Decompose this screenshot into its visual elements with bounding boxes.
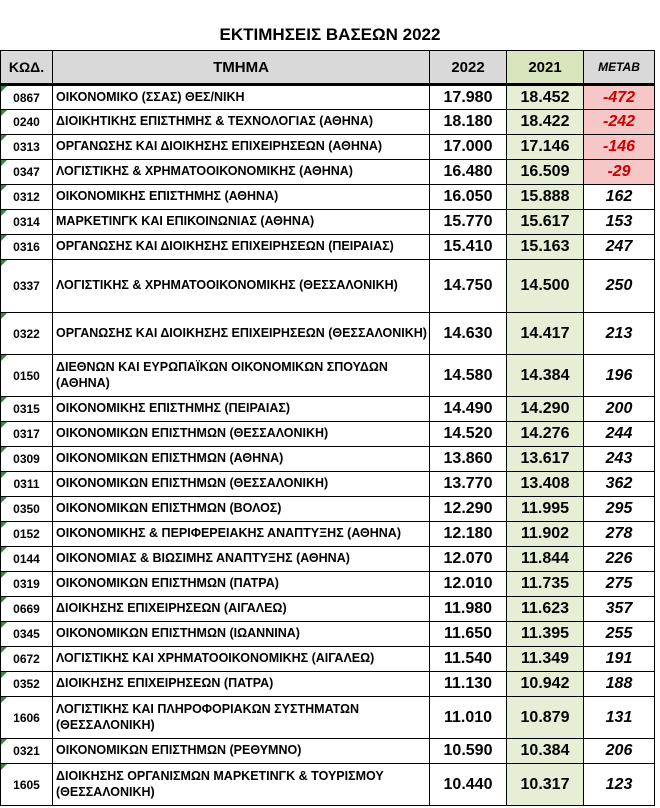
row-code: 0321 xyxy=(1,739,53,764)
row-change: 247 xyxy=(584,235,655,260)
row-department: ΟΙΚΟΝΟΜΙΚΟ (ΣΣΑΣ) ΘΕΣ/ΝΙΚΗ xyxy=(53,85,430,110)
table-row xyxy=(1,472,655,497)
table-row xyxy=(1,547,655,572)
row-change: 162 xyxy=(584,185,655,210)
row-score-2021: 18.422 xyxy=(507,110,584,135)
row-department: ΟΡΓΑΝΩΣΗΣ ΚΑΙ ΔΙΟΙΚΗΣΗΣ ΕΠΙΧΕΙΡΗΣΕΩΝ (ΠΕΙΡΑΙΑΣ) xyxy=(53,235,430,260)
row-change: 131 xyxy=(584,697,655,739)
table-row xyxy=(1,597,655,622)
row-score-2022: 16.480 xyxy=(430,160,507,185)
row-score-2022: 10.590 xyxy=(430,739,507,764)
row-department: ΟΙΚΟΝΟΜΙΚΩΝ ΕΠΙΣΤΗΜΩΝ (ΙΩΑΝΝΙΝΑ) xyxy=(53,622,430,647)
row-score-2021: 14.276 xyxy=(507,422,584,447)
row-change: 278 xyxy=(584,522,655,547)
row-change: 196 xyxy=(584,355,655,397)
row-code: 0152 xyxy=(1,522,53,547)
row-score-2022: 17.980 xyxy=(430,85,507,110)
row-department: ΔΙΟΙΚΗΣΗΣ ΕΠΙΧΕΙΡΗΣΕΩΝ (ΠΑΤΡΑ) xyxy=(53,672,430,697)
row-department: ΟΙΚΟΝΟΜΙΚΗΣ & ΠΕΡΙΦΕΡΕΙΑΚΗΣ ΑΝΑΠΤΥΞΗΣ (ΑΘΗΝΑ) xyxy=(53,522,430,547)
row-department: ΛΟΓΙΣΤΙΚΗΣ ΚΑΙ ΧΡΗΜΑΤΟΟΙΚΟΝΟΜΙΚΗΣ (ΑΙΓΑΛΕΩ) xyxy=(53,647,430,672)
row-score-2021: 11.395 xyxy=(507,622,584,647)
row-score-2022: 12.290 xyxy=(430,497,507,522)
row-department: ΛΟΓΙΣΤΙΚΗΣ ΚΑΙ ΠΛΗΡΟΦΟΡΙΑΚΩΝ ΣΥΣΤΗΜΑΤΩΝ (ΘΕΣΣΑΛΟΝΙΚΗ) xyxy=(53,697,430,739)
row-code: 0347 xyxy=(1,160,53,185)
row-score-2021: 15.888 xyxy=(507,185,584,210)
row-department: ΟΙΚΟΝΟΜΙΚΩΝ ΕΠΙΣΤΗΜΩΝ (ΘΕΣΣΑΛΟΝΙΚΗ) xyxy=(53,472,430,497)
table-row xyxy=(1,210,655,235)
table-row xyxy=(1,647,655,672)
row-change: 244 xyxy=(584,422,655,447)
row-change: 275 xyxy=(584,572,655,597)
row-department: ΟΡΓΑΝΩΣΗΣ ΚΑΙ ΔΙΟΙΚΗΣΗΣ ΕΠΙΧΕΙΡΗΣΕΩΝ (ΑΘΗΝΑ) xyxy=(53,135,430,160)
row-score-2022: 16.050 xyxy=(430,185,507,210)
row-score-2021: 10.879 xyxy=(507,697,584,739)
row-code: 1605 xyxy=(1,764,53,806)
row-change: 188 xyxy=(584,672,655,697)
row-department: ΟΡΓΑΝΩΣΗΣ ΚΑΙ ΔΙΟΙΚΗΣΗΣ ΕΠΙΧΕΙΡΗΣΕΩΝ (ΘΕΣΣΑΛΟΝΙΚΗ) xyxy=(53,313,430,355)
row-code: 0316 xyxy=(1,235,53,260)
row-change: -29 xyxy=(584,160,655,185)
row-score-2021: 11.844 xyxy=(507,547,584,572)
table-row xyxy=(1,764,655,806)
row-score-2021: 10.384 xyxy=(507,739,584,764)
row-change: -472 xyxy=(584,85,655,110)
row-score-2022: 15.770 xyxy=(430,210,507,235)
row-change: 191 xyxy=(584,647,655,672)
header-change: ΜΕΤΑΒ xyxy=(584,51,655,85)
row-score-2022: 11.980 xyxy=(430,597,507,622)
row-code: 0309 xyxy=(1,447,53,472)
row-department: ΟΙΚΟΝΟΜΙΚΩΝ ΕΠΙΣΤΗΜΩΝ (ΡΕΘΥΜΝΟ) xyxy=(53,739,430,764)
row-change: -146 xyxy=(584,135,655,160)
row-score-2022: 14.580 xyxy=(430,355,507,397)
row-score-2021: 15.163 xyxy=(507,235,584,260)
row-score-2022: 15.410 xyxy=(430,235,507,260)
row-change: -242 xyxy=(584,110,655,135)
row-score-2021: 16.509 xyxy=(507,160,584,185)
row-change: 123 xyxy=(584,764,655,806)
row-score-2021: 11.349 xyxy=(507,647,584,672)
table-row xyxy=(1,235,655,260)
table-row xyxy=(1,447,655,472)
row-department: ΔΙΟΙΚΗΤΙΚΗΣ ΕΠΙΣΤΗΜΗΣ & ΤΕΧΝΟΛΟΓΙΑΣ (ΑΘΗΝΑ) xyxy=(53,110,430,135)
row-score-2021: 13.408 xyxy=(507,472,584,497)
row-score-2021: 15.617 xyxy=(507,210,584,235)
row-code: 0337 xyxy=(1,260,53,313)
row-score-2022: 14.520 xyxy=(430,422,507,447)
header-2022: 2022 xyxy=(430,51,507,85)
row-score-2021: 10.942 xyxy=(507,672,584,697)
table-row xyxy=(1,85,655,110)
row-department: ΟΙΚΟΝΟΜΙΚΩΝ ΕΠΙΣΤΗΜΩΝ (ΘΕΣΣΑΛΟΝΙΚΗ) xyxy=(53,422,430,447)
row-score-2022: 11.130 xyxy=(430,672,507,697)
row-score-2022: 11.650 xyxy=(430,622,507,647)
row-code: 0314 xyxy=(1,210,53,235)
row-score-2021: 17.146 xyxy=(507,135,584,160)
header-name: ΤΜΗΜΑ xyxy=(53,51,430,85)
row-department: ΟΙΚΟΝΟΜΙΚΗΣ ΕΠΙΣΤΗΜΗΣ (ΠΕΙΡΑΙΑΣ) xyxy=(53,397,430,422)
row-code: 0345 xyxy=(1,622,53,647)
row-change: 226 xyxy=(584,547,655,572)
row-score-2022: 14.750 xyxy=(430,260,507,313)
row-change: 255 xyxy=(584,622,655,647)
page-title: ΕΚΤΙΜΗΣΕΙΣ ΒΑΣΕΩΝ 2022 xyxy=(219,25,441,44)
header-code: ΚΩΔ. xyxy=(1,51,53,85)
table-row xyxy=(1,355,655,397)
table-row xyxy=(1,135,655,160)
row-code: 0352 xyxy=(1,672,53,697)
row-department: ΜΑΡΚΕΤΙΝΓΚ ΚΑΙ ΕΠΙΚΟΙΝΩΝΙΑΣ (ΑΘΗΝΑ) xyxy=(53,210,430,235)
row-code: 1606 xyxy=(1,697,53,739)
table-row xyxy=(1,697,655,739)
row-score-2021: 14.417 xyxy=(507,313,584,355)
row-score-2021: 11.902 xyxy=(507,522,584,547)
row-score-2022: 18.180 xyxy=(430,110,507,135)
row-score-2022: 17.000 xyxy=(430,135,507,160)
row-score-2022: 10.440 xyxy=(430,764,507,806)
header-row xyxy=(1,51,655,85)
row-department: ΟΙΚΟΝΟΜΙΑΣ & ΒΙΩΣΙΜΗΣ ΑΝΑΠΤΥΞΗΣ (ΑΘΗΝΑ) xyxy=(53,547,430,572)
row-score-2022: 11.010 xyxy=(430,697,507,739)
table-row xyxy=(1,260,655,313)
row-department: ΟΙΚΟΝΟΜΙΚΗΣ ΕΠΙΣΤΗΜΗΣ (ΑΘΗΝΑ) xyxy=(53,185,430,210)
table-row xyxy=(1,497,655,522)
row-code: 0669 xyxy=(1,597,53,622)
row-code: 0350 xyxy=(1,497,53,522)
row-change: 200 xyxy=(584,397,655,422)
table-row xyxy=(1,739,655,764)
row-score-2022: 11.540 xyxy=(430,647,507,672)
row-department: ΟΙΚΟΝΟΜΙΚΩΝ ΕΠΙΣΤΗΜΩΝ (ΑΘΗΝΑ) xyxy=(53,447,430,472)
row-department: ΔΙΕΘΝΩΝ ΚΑΙ ΕΥΡΩΠΑΪΚΩΝ ΟΙΚΟΝΟΜΙΚΩΝ ΣΠΟΥΔΩΝ (ΑΘΗΝΑ) xyxy=(53,355,430,397)
row-department: ΛΟΓΙΣΤΙΚΗΣ & ΧΡΗΜΑΤΟΟΙΚΟΝΟΜΙΚΗΣ (ΑΘΗΝΑ) xyxy=(53,160,430,185)
row-code: 0317 xyxy=(1,422,53,447)
table-row xyxy=(1,672,655,697)
row-score-2022: 12.070 xyxy=(430,547,507,572)
row-code: 0672 xyxy=(1,647,53,672)
row-score-2021: 11.623 xyxy=(507,597,584,622)
header-2021: 2021 xyxy=(507,51,584,85)
table-row xyxy=(1,185,655,210)
row-change: 153 xyxy=(584,210,655,235)
row-code: 0319 xyxy=(1,572,53,597)
row-department: ΛΟΓΙΣΤΙΚΗΣ & ΧΡΗΜΑΤΟΟΙΚΟΝΟΜΙΚΗΣ (ΘΕΣΣΑΛΟΝΙΚΗ) xyxy=(53,260,430,313)
row-change: 250 xyxy=(584,260,655,313)
row-score-2021: 14.500 xyxy=(507,260,584,313)
table-row xyxy=(1,572,655,597)
table-row xyxy=(1,622,655,647)
row-code: 0315 xyxy=(1,397,53,422)
row-score-2022: 14.630 xyxy=(430,313,507,355)
row-score-2022: 13.860 xyxy=(430,447,507,472)
row-score-2021: 14.384 xyxy=(507,355,584,397)
row-code: 0311 xyxy=(1,472,53,497)
row-score-2021: 13.617 xyxy=(507,447,584,472)
scores-table xyxy=(0,50,655,806)
row-change: 206 xyxy=(584,739,655,764)
row-score-2021: 14.290 xyxy=(507,397,584,422)
row-change: 213 xyxy=(584,313,655,355)
row-change: 295 xyxy=(584,497,655,522)
row-code: 0150 xyxy=(1,355,53,397)
row-change: 362 xyxy=(584,472,655,497)
row-code: 0240 xyxy=(1,110,53,135)
row-score-2022: 14.490 xyxy=(430,397,507,422)
row-department: ΔΙΟΙΚΗΣΗΣ ΟΡΓΑΝΙΣΜΩΝ ΜΑΡΚΕΤΙΝΓΚ & ΤΟΥΡΙΣΜΟΥ (ΘΕΣΣΑΛΟΝΙΚΗ) xyxy=(53,764,430,806)
row-score-2022: 12.180 xyxy=(430,522,507,547)
row-department: ΟΙΚΟΝΟΜΙΚΩΝ ΕΠΙΣΤΗΜΩΝ (ΠΑΤΡΑ) xyxy=(53,572,430,597)
row-score-2021: 11.735 xyxy=(507,572,584,597)
row-change: 243 xyxy=(584,447,655,472)
row-score-2022: 13.770 xyxy=(430,472,507,497)
table-row xyxy=(1,110,655,135)
row-code: 0312 xyxy=(1,185,53,210)
row-department: ΔΙΟΙΚΗΣΗΣ ΕΠΙΧΕΙΡΗΣΕΩΝ (ΑΙΓΑΛΕΩ) xyxy=(53,597,430,622)
row-code: 0322 xyxy=(1,313,53,355)
table-row xyxy=(1,522,655,547)
table-row xyxy=(1,397,655,422)
row-department: ΟΙΚΟΝΟΜΙΚΩΝ ΕΠΙΣΤΗΜΩΝ (ΒΟΛΟΣ) xyxy=(53,497,430,522)
row-score-2021: 11.995 xyxy=(507,497,584,522)
row-score-2022: 12.010 xyxy=(430,572,507,597)
row-code: 0313 xyxy=(1,135,53,160)
row-score-2021: 10.317 xyxy=(507,764,584,806)
row-change: 357 xyxy=(584,597,655,622)
table-row xyxy=(1,160,655,185)
row-score-2021: 18.452 xyxy=(507,85,584,110)
row-code: 0144 xyxy=(1,547,53,572)
row-code: 0867 xyxy=(1,85,53,110)
table-row xyxy=(1,422,655,447)
table-row xyxy=(1,313,655,355)
